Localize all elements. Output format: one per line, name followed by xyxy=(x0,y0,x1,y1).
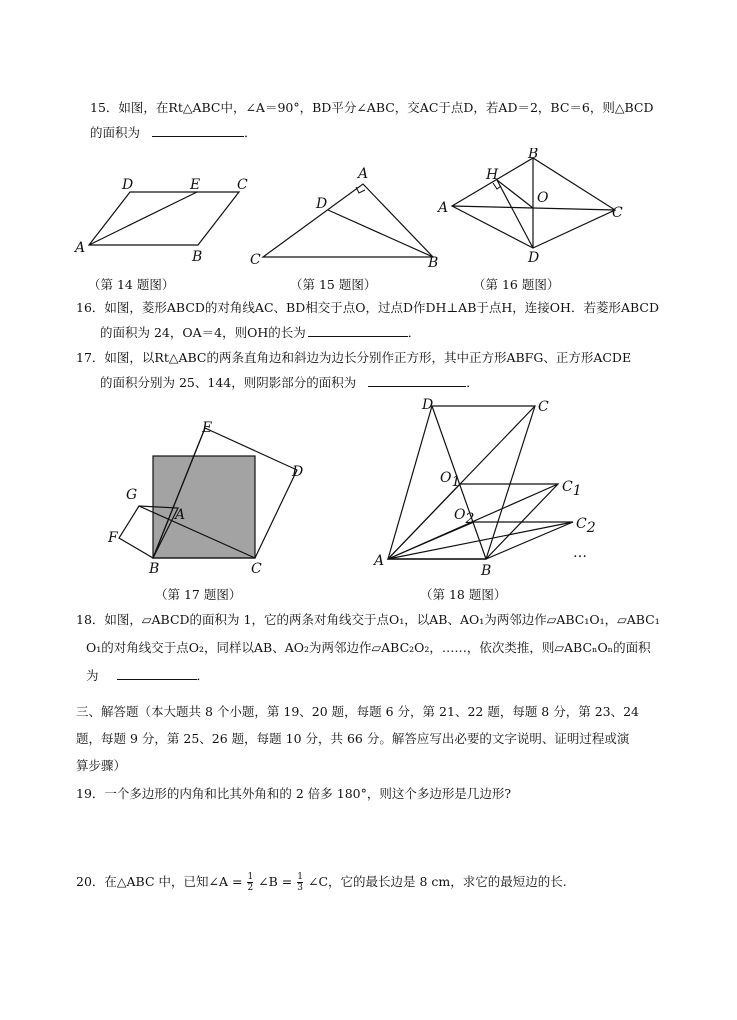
label-e: E xyxy=(190,177,201,193)
label-o1-sub: 1 xyxy=(451,474,461,490)
question-17-line1: 17．如图，以Rt△ABC的两条直角边和斜边为边长分别作正方形，其中正方形ABFG、正方形ACDE xyxy=(76,350,632,365)
label-f: F xyxy=(108,530,118,546)
label-o1-letter: O xyxy=(440,470,452,486)
figure-17 xyxy=(100,418,320,578)
label-c1-letter: C xyxy=(562,479,573,495)
question-16-text: 的面积为 24，OA＝4，则OH的长为 xyxy=(100,325,306,340)
fraction-numerator: 1 xyxy=(247,872,254,882)
label-o2-letter: O xyxy=(454,507,466,523)
continuation-dots: … xyxy=(573,545,587,561)
fraction-one-half xyxy=(247,872,253,893)
question-20 xyxy=(76,868,567,896)
caption-fig17: （第 17 题图） xyxy=(155,587,242,602)
label-c2-sub: 2 xyxy=(586,520,596,536)
caption-fig14: （第 14 题图） xyxy=(88,277,175,292)
label-c1-sub: 1 xyxy=(572,483,582,499)
answer-blank-15[interactable] xyxy=(152,122,244,137)
question-18-text: 为 xyxy=(86,668,99,683)
question-15-line1: 15．如图，在Rt△ABC中，∠A＝90°，BD平分∠ABC，交AC于点D，若AD＝2，BC＝6，则△BCD xyxy=(90,100,654,115)
question-19: 19．一个多边形的内角和比其外角和的 2 倍多 180°，则这个多边形是几边形? xyxy=(76,786,512,801)
label-o1 xyxy=(440,470,460,490)
fraction-denominator: 2 xyxy=(247,883,254,893)
question-15-tail: ． xyxy=(244,125,257,140)
figure-15 xyxy=(248,162,443,270)
fraction-one-third xyxy=(297,872,303,893)
diagonal-ac2 xyxy=(388,522,573,559)
segment-ae xyxy=(89,192,197,245)
section-3-line1: 三、解答题（本大题共 8 个小题，第 19、20 题，每题 6 分，第 21、22 题，每题 8 分，第 23、24 xyxy=(76,704,640,719)
label-o2 xyxy=(454,507,474,527)
parallelogram-abcd xyxy=(89,192,239,245)
label-d: D xyxy=(292,464,304,480)
fraction-numerator: 1 xyxy=(297,872,303,882)
label-h: H xyxy=(486,167,499,183)
label-g: G xyxy=(126,487,138,503)
caption-fig16: （第 16 题图） xyxy=(473,277,560,292)
label-b: B xyxy=(192,249,203,265)
label-d: D xyxy=(122,177,134,193)
label-a: A xyxy=(358,166,369,182)
label-c2-letter: C xyxy=(576,516,587,532)
label-c: C xyxy=(538,399,549,415)
label-b: B xyxy=(481,563,492,577)
label-d: D xyxy=(316,196,328,212)
label-c2 xyxy=(576,516,596,536)
segment-oh xyxy=(497,180,533,208)
label-b: B xyxy=(528,148,539,162)
label-o2-sub: 2 xyxy=(465,511,475,527)
question-20-suffix: ∠C，它的最长边是 8 cm，求它的最短边的长. xyxy=(307,874,567,889)
answer-blank-17[interactable] xyxy=(368,372,466,387)
label-c: C xyxy=(251,561,262,577)
question-18-line3 xyxy=(86,664,209,688)
figure-14 xyxy=(72,172,252,267)
question-18-tail: ． xyxy=(196,668,210,683)
label-a: A xyxy=(75,240,86,256)
label-c: C xyxy=(250,252,261,268)
question-17-tail: ． xyxy=(466,375,479,390)
question-20-mid: ∠B = xyxy=(258,874,293,889)
label-c: C xyxy=(612,205,623,221)
label-a: A xyxy=(374,553,385,569)
question-20-prefix: 20．在△ABC 中，已知∠A = xyxy=(76,874,243,889)
question-18-line1: 18．如图，▱ABCD的面积为 1，它的两条对角线交于点O₁，以AB、AO₁为两邻边作▱ABC₁O₁，▱ABC₁ xyxy=(76,612,660,627)
figure-18 xyxy=(368,392,608,577)
label-d: D xyxy=(528,250,540,266)
label-b: B xyxy=(149,561,160,577)
question-17-text: 的面积分别为 25、144，则阴影部分的面积为 xyxy=(100,375,357,390)
label-a: A xyxy=(175,507,186,523)
question-16-line2 xyxy=(100,321,420,345)
question-15-text: 的面积为 xyxy=(90,125,141,140)
segment-dh xyxy=(497,180,533,248)
label-c1 xyxy=(562,479,582,499)
segment-bd xyxy=(328,210,433,257)
answer-blank-16[interactable] xyxy=(308,322,408,337)
fraction-denominator: 3 xyxy=(297,883,303,893)
question-15-line2 xyxy=(90,121,257,145)
question-18-line2: O₁的对角线交于点O₂，同样以AB、AO₂为两邻边作▱ABC₂O₂，……，依次类推，则▱ABCₙOₙ的面积 xyxy=(86,640,651,655)
caption-fig18: （第 18 题图） xyxy=(420,587,507,602)
answer-blank-18[interactable] xyxy=(117,665,197,680)
caption-fig15: （第 15 题图） xyxy=(290,277,377,292)
label-c: C xyxy=(237,177,248,193)
section-3-line3: 算步骤） xyxy=(76,758,127,773)
question-16-line1: 16．如图，菱形ABCD的对角线AC、BD相交于点O，过点D作DH⊥AB于点H，连接OH．若菱形ABCD xyxy=(76,300,659,315)
figure-16 xyxy=(435,148,630,266)
label-e: E xyxy=(202,420,213,436)
question-16-tail: ． xyxy=(407,325,421,340)
label-d: D xyxy=(422,397,434,413)
label-a: A xyxy=(438,200,449,216)
label-b: B xyxy=(428,255,439,270)
section-3-line2: 题，每题 9 分，第 25、26 题，每题 10 分，共 66 分。解答应写出必要的文字说明、证明过程或演 xyxy=(76,731,630,746)
label-o: O xyxy=(537,190,549,206)
